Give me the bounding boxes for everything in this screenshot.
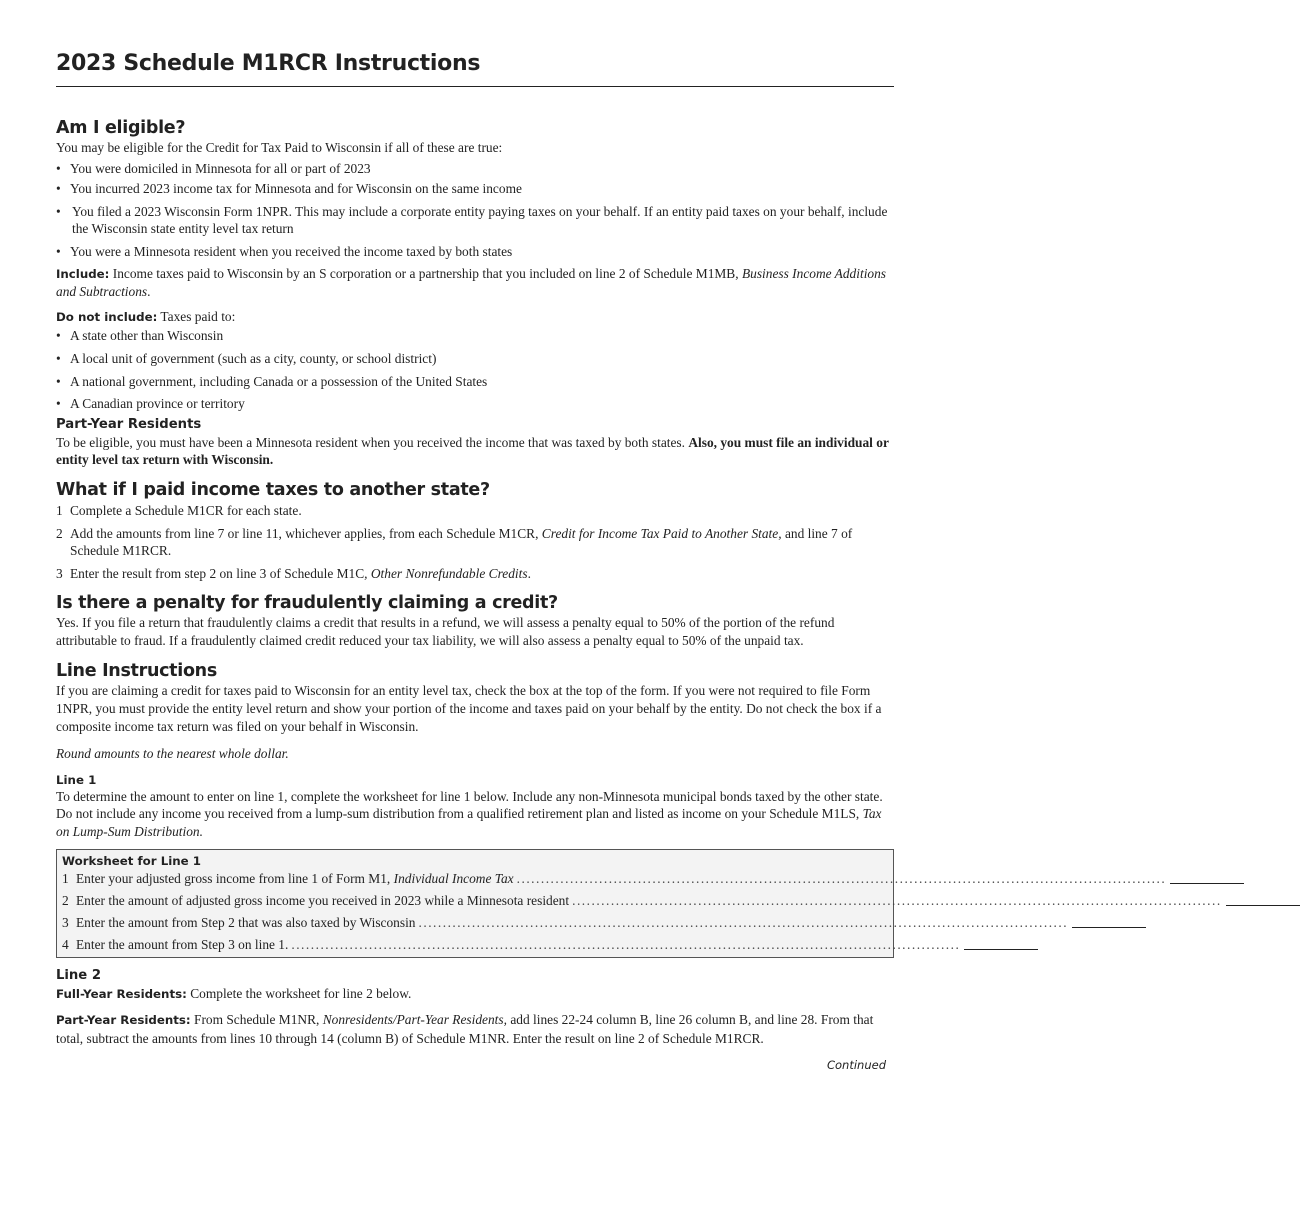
dot-leader: ...................................................................................................................................... xyxy=(418,914,1069,930)
step-tail: and line 7 of Schedule M1RCR. xyxy=(70,525,853,559)
line2-heading: Line 2 xyxy=(56,967,102,983)
include-italic: Business Income Additions and Subtractions xyxy=(56,265,887,300)
penalty-heading: Is there a penalty for fraudulently claiming a credit? xyxy=(56,593,558,614)
another-state-heading: What if I paid income taxes to another state? xyxy=(56,479,490,500)
worksheet-row-number: 4 xyxy=(62,936,69,952)
line2-section xyxy=(56,967,894,1048)
include-end: . xyxy=(147,284,151,300)
part-year-label: Part-Year Residents: xyxy=(56,1013,191,1028)
line1-text: To determine the amount to enter on line 1, complete the worksheet for line 1 below. Include any non-Minnesota municipal bonds taxed by the other state. Do not include any income you received from a lump-sum distribution from a qualified retirement plan and listed as income on your Schedule M1LS, xyxy=(56,788,883,822)
full-year-text: Complete the worksheet for line 2 below. xyxy=(190,985,412,1001)
list-item xyxy=(56,565,894,583)
worksheet-row-number: 3 xyxy=(62,914,69,930)
line-instructions-heading: Line Instructions xyxy=(56,661,217,682)
amount-field[interactable] xyxy=(1170,869,1244,884)
part-year-text-a: From Schedule M1NR, xyxy=(194,1012,320,1028)
eligible-list xyxy=(56,160,894,261)
eligible-section xyxy=(56,117,894,469)
line-instructions-section xyxy=(56,660,894,762)
worksheet-row-italic: Individual Income Tax xyxy=(393,870,514,886)
amount-field[interactable] xyxy=(1226,891,1300,906)
step-number: 1 xyxy=(56,502,63,518)
worksheet-row-text: Enter your adjusted gross income from line 1 of Form M1, xyxy=(76,870,391,886)
round-note: Round amounts to the nearest whole dollar. xyxy=(56,746,289,762)
line1-paragraph xyxy=(56,788,894,841)
step-number: 2 xyxy=(56,525,63,541)
list-item: • A Canadian province or territory xyxy=(56,395,894,413)
step-tail: . xyxy=(527,565,531,581)
worksheet-row-label xyxy=(76,870,514,887)
list-item: • You incurred 2023 income tax for Minnesota and for Wisconsin on the same income xyxy=(56,180,894,198)
continued-label: Continued xyxy=(826,1058,886,1073)
list-item: • A state other than Wisconsin xyxy=(56,327,894,345)
step-italic: , Other Nonrefundable Credits xyxy=(364,565,528,581)
another-state-section xyxy=(56,479,894,582)
include-paragraph xyxy=(56,265,894,301)
dot-leader: .......................................................................................................................................... xyxy=(291,936,961,952)
part-year-text-b: add lines 22-24 column B, line 26 column B, and line 28. From that total, subtract the amounts from lines 10 through 14 (column B) of Schedule M1NR. Enter the result on line 2 of Schedule M1RCR. xyxy=(56,1012,874,1046)
exclude-text: Taxes paid to: xyxy=(160,308,236,324)
worksheet-title: Worksheet for Line 1 xyxy=(62,853,201,868)
part-year-text: To be eligible, you must have been a Minnesota resident when you received the income that was taxed by both states. xyxy=(56,434,685,450)
line2-full-paragraph xyxy=(56,985,894,1004)
dot-leader: ...................................................................................................................................... xyxy=(572,892,1222,908)
list-item xyxy=(56,525,894,560)
step-number: 3 xyxy=(56,565,63,581)
worksheet-row xyxy=(62,909,1069,931)
line1-italic: Tax on Lump-Sum Distribution. xyxy=(56,806,882,840)
penalty-text: Yes. If you file a return that fraudulently claims a credit that results in a refund, we will assess a penalty equal to 50% of the portion of the refund attributable to fraud. If a fraudulently claimed credit reduced your tax liability, we will also assess a penalty equal to 50% of the unpaid tax. xyxy=(56,615,835,648)
line-instructions-text: If you are claiming a credit for taxes paid to Wisconsin for an entity level tax, check the box at the top of the form. If you were not required to file Form 1NPR, you must provide the entity level return and show your portion of the income and taxes paid on your behalf by the entity. Do not check the box if a composite income tax return was filed on your behalf in Wisconsin. xyxy=(56,683,882,734)
list-item: • You were a Minnesota resident when you received the income taxed by both states xyxy=(56,243,894,261)
line1-heading: Line 1 xyxy=(56,772,97,787)
worksheet-row-number: 1 xyxy=(62,870,69,886)
full-year-label: Full-Year Residents: xyxy=(56,986,187,1001)
step-text: Add the amounts from line 7 or line 11, whichever applies, from each Schedule M1CR, xyxy=(70,525,539,541)
worksheet-row-text: Enter the amount of adjusted gross income you received in 2023 while a Minnesota resident xyxy=(76,892,570,908)
steps-list xyxy=(56,502,894,582)
list-item: • A national government, including Canada or a possession of the United States xyxy=(56,373,894,391)
page-title: 2023 Schedule M1RCR Instructions xyxy=(56,50,894,87)
worksheet-row-text: Enter the amount from Step 3 on line 1. xyxy=(76,936,289,952)
worksheet-row xyxy=(62,869,1167,887)
include-label: Include: xyxy=(56,266,110,281)
worksheet-line1 xyxy=(56,849,1222,958)
dot-leader: ...................................................................................................................................... xyxy=(516,870,1167,886)
worksheet-row-text: Enter the amount from Step 2 that was also taxed by Wisconsin xyxy=(76,914,416,930)
part-year-italic: Nonresidents/Part-Year Residents, xyxy=(322,1012,507,1028)
penalty-section xyxy=(56,592,894,649)
line1-section xyxy=(56,772,1222,958)
amount-field[interactable] xyxy=(964,935,1038,950)
include-text: Income taxes paid to Wisconsin by an S corporation or a partnership that you included on line 2 of Schedule M1MB, xyxy=(112,265,739,281)
amount-field[interactable] xyxy=(1072,913,1146,928)
eligible-intro: You may be eligible for the Credit for Tax Paid to Wisconsin if all of these are true: xyxy=(56,140,503,155)
list-item: • A local unit of government (such as a city, county, or school district) xyxy=(56,350,894,368)
part-year-bold: Also, you must file an individual or entity level tax return with Wisconsin. xyxy=(56,434,889,468)
list-item: • You were domiciled in Minnesota for all or part of 2023 xyxy=(56,160,894,178)
exclude-paragraph xyxy=(56,308,894,327)
part-year-paragraph xyxy=(56,434,894,469)
step-text: Enter the result from step 2 on line 3 of Schedule M1C xyxy=(70,565,365,581)
page xyxy=(56,0,1222,1075)
step-italic: Credit for Income Tax Paid to Another State, xyxy=(541,525,782,541)
worksheet-row-number: 2 xyxy=(62,892,69,908)
exclude-label: Do not include: xyxy=(56,309,158,324)
worksheet-row xyxy=(62,931,961,953)
eligible-heading: Am I eligible? xyxy=(56,118,186,138)
list-item xyxy=(56,502,894,520)
step-text: Complete a Schedule M1CR for each state. xyxy=(70,502,302,518)
line2-part-paragraph xyxy=(56,1011,894,1047)
exclude-list xyxy=(56,327,894,412)
part-year-heading: Part-Year Residents xyxy=(56,416,202,432)
worksheet-row xyxy=(62,887,1222,909)
list-item: • You filed a 2023 Wisconsin Form 1NPR. This may include a corporate entity paying taxes on your behalf. If an entity paid taxes on your behalf, include the Wisconsin state entity level tax return xyxy=(56,203,894,238)
